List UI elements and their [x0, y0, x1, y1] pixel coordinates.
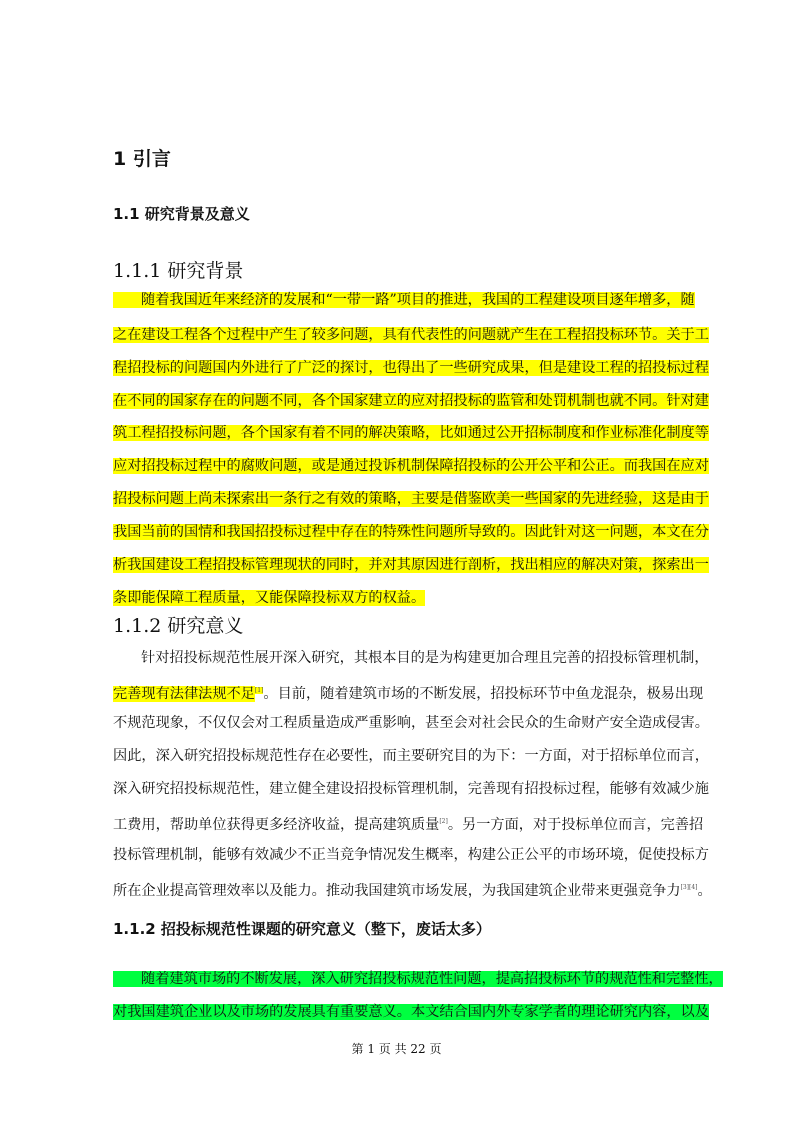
chapter-heading: 1 引言	[113, 148, 171, 170]
paragraph-line: 工费用，帮助单位获得更多经济收益，提高建筑质量[2]。另一方面，对于投标单位而言，完善招	[113, 817, 704, 833]
paragraph-line: 随着建筑市场的不断发展，深入研究招投标规范性问题，提高招投标环节的规范性和完整性，	[113, 965, 700, 993]
paragraph-line: 随着我国近年来经济的发展和“一带一路”项目的推进，我国的工程建设项目逐年增多，随	[113, 286, 700, 314]
subsection-heading-significance: 1.1.2 研究意义	[113, 615, 244, 637]
paragraph-line: 所在企业提高管理效率以及能力。推动我国建筑市场发展，为我国建筑企业带来更强竞争力[3][4]。	[113, 883, 712, 899]
citation-ref: [2]	[439, 818, 448, 825]
subsection-heading-background: 1.1.1 研究背景	[113, 260, 244, 282]
section-heading: 1.1 研究背景及意义	[113, 205, 250, 223]
paragraph-line: 应对招投标过程中的腐败问题，或是通过投诉机制保障招投标的公开公平和公正。而我国在应对	[113, 458, 709, 474]
paragraph-line: 析我国建设工程招投标管理现状的同时，并对其原因进行剖析，找出相应的解决对策，探索出一	[113, 557, 709, 573]
paragraph-line: 我国当前的国情和我国招投标过程中存在的特殊性问题所导致的。因此针对这一问题，本文在分	[113, 524, 709, 540]
paragraph-line: 之在建设工程各个过程中产生了较多问题，具有代表性的问题就产生在工程招投标环节。关于工	[113, 327, 709, 343]
highlighted-text: 完善现有法律法规不足	[113, 686, 255, 702]
page-footer: 第 1 页 共 22 页	[351, 1042, 442, 1056]
citation-ref: [1]	[254, 687, 264, 694]
paragraph-line: 对我国建筑企业以及市场的发展具有重要意义。本文结合国内外专家学者的理论研究内容，以及	[113, 1004, 709, 1020]
paragraph-line: 招投标问题上尚未探索出一条行之有效的策略，主要是借鉴欧美一些国家的先进经验，这是由于	[113, 491, 709, 507]
paragraph-line: 程招投标的问题国内外进行了广泛的探讨，也得出了一些研究成果，但是建设工程的招投标过程	[113, 360, 709, 376]
paragraph-line: 在不同的国家存在的问题不同，各个国家建立的应对招投标的监管和处罚机制也就不同。针对建	[113, 393, 709, 409]
subsection-heading-topic-significance: 1.1.2 招投标规范性课题的研究意义（整下，废话太多）	[113, 920, 491, 938]
paragraph-line: 投标管理机制，能够有效减少不正当竞争情况发生概率，构建公正公平的市场环境，促使投标方	[113, 847, 709, 863]
citation-ref: [3][4]	[680, 884, 698, 891]
paragraph-line: 不规范现象，不仅仅会对工程质量造成严重影响，甚至会对社会民众的生命财产安全造成侵害。	[113, 715, 709, 731]
paragraph-line: 完善现有法律法规不足[1]。目前，随着建筑市场的不断发展，招投标环节中鱼龙混杂，极易出现	[113, 686, 704, 702]
paragraph-line: 筑工程招投标问题，各个国家有着不同的解决策略，比如通过公开招标制度和作业标准化制度等	[113, 425, 709, 441]
paragraph-line: 因此，深入研究招投标规范性存在必要性，而主要研究目的为下：一方面，对于招标单位而言，	[113, 748, 709, 764]
paragraph-line: 深入研究招投标规范性，建立健全建设招投标管理机制，完善现有招投标过程，能够有效减少施	[113, 781, 709, 797]
paragraph-line: 针对招投标规范性展开深入研究，其根本目的是为构建更加合理且完善的招投标管理机制，	[141, 650, 709, 666]
paragraph-line: 条即能保障工程质量，又能保障投标双方的权益。	[113, 590, 426, 606]
